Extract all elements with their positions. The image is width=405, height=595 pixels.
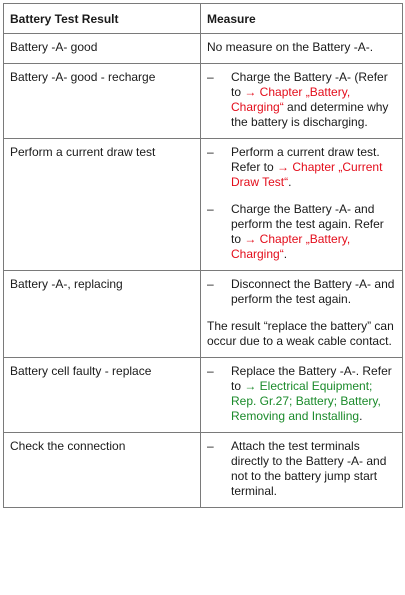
measure-text: Charge the Battery -A- and perform the test again. Refer to xyxy=(231,202,384,246)
measure-text: Charge the Battery -A- (Refer to xyxy=(231,70,388,99)
measure-cell xyxy=(201,64,403,139)
measure-text: Disconnect the Battery -A- and perform the test again. xyxy=(231,277,395,306)
repair-group-link[interactable]: → Electrical Equipment; Rep. Gr.27; Battery; Battery, Removing and Installing xyxy=(231,379,381,423)
result-cell: Battery -A-, replacing xyxy=(4,271,201,358)
result-cell: Battery -A- good - recharge xyxy=(4,64,201,139)
measure-item xyxy=(207,145,396,190)
measure-text: . xyxy=(283,247,288,261)
table-row xyxy=(4,358,403,433)
dash-bullet: – xyxy=(207,364,214,378)
chapter-link[interactable]: → Chapter „Current Draw Test“ xyxy=(231,160,383,189)
measure-cell xyxy=(201,358,403,433)
dash-bullet: – xyxy=(207,277,214,291)
dash-bullet: – xyxy=(207,145,214,159)
dash-bullet: – xyxy=(207,439,214,453)
header-measure: Measure xyxy=(201,4,403,34)
measure-item xyxy=(207,202,396,262)
note-text: The result “replace the battery” can occur due to a weak cable contact. xyxy=(207,319,394,348)
table-row xyxy=(4,139,403,271)
measure-cell xyxy=(201,433,403,508)
chapter-link[interactable]: → Chapter „Battery, Charging“ xyxy=(231,232,351,261)
result-cell: Check the connection xyxy=(4,433,201,508)
measure-cell: No measure on the Battery -A-. xyxy=(201,34,403,64)
result-cell: Battery -A- good xyxy=(4,34,201,64)
measure-text: . xyxy=(288,175,292,189)
result-cell: Battery cell faulty - replace xyxy=(4,358,201,433)
battery-test-table xyxy=(3,3,403,508)
measure-text: . xyxy=(359,409,363,423)
dash-bullet: – xyxy=(207,202,214,216)
measure-item xyxy=(207,439,396,499)
measure-cell xyxy=(201,271,403,358)
measure-cell xyxy=(201,139,403,271)
dash-bullet: – xyxy=(207,70,214,84)
table-row xyxy=(4,34,403,64)
measure-text: Replace the Battery -A-. Refer to xyxy=(231,364,392,393)
table-header-row xyxy=(4,4,403,34)
measure-item xyxy=(207,364,396,424)
measure-item xyxy=(207,70,396,130)
measure-text: Attach the test terminals directly to the Battery -A- and not to the battery jump start terminal. xyxy=(231,439,387,498)
measure-text: and determine why the battery is discharging. xyxy=(231,100,389,129)
chapter-link[interactable]: → Chapter „Battery, Charging“ xyxy=(231,85,351,114)
table-row xyxy=(4,64,403,139)
result-cell: Perform a current draw test xyxy=(4,139,201,271)
table-row xyxy=(4,433,403,508)
table-row xyxy=(4,271,403,358)
measure-item xyxy=(207,277,396,307)
header-battery-test-result: Battery Test Result xyxy=(4,4,201,34)
measure-text: Perform a current draw test. Refer to xyxy=(231,145,380,174)
